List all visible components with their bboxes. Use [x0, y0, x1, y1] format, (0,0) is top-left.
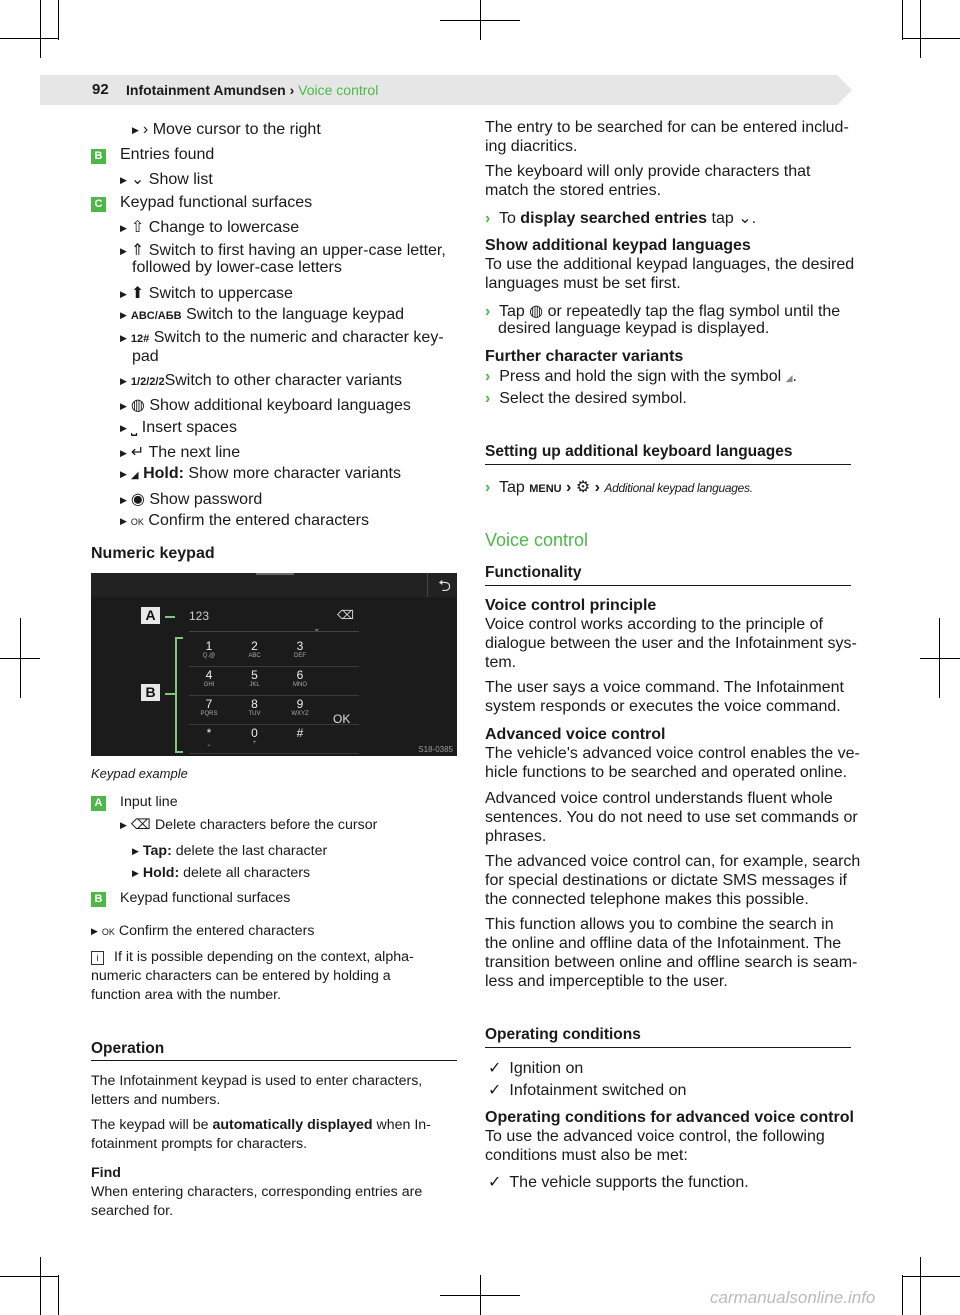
keypad-key-#: #	[296, 726, 304, 740]
note: i If it is possible depending on the context, alpha-	[91, 948, 414, 967]
keypad-key-5: 5 JKL	[249, 668, 260, 688]
crop-mark	[902, 38, 960, 39]
crop-mark	[40, 1257, 41, 1315]
numeric-keypad-heading: Numeric keypad	[91, 545, 215, 562]
list-item: ▶ › Move cursor to the right	[132, 121, 321, 138]
list-item: ▶ OK Confirm the entered characters	[91, 923, 315, 939]
paragraph-line: sentences. You do not need to use set commands or	[485, 809, 858, 826]
step: › Tap ◍ or repeatedly tap the flag symbol until the	[485, 303, 841, 320]
figure-code: S18-0385	[418, 745, 453, 754]
note-line: function area with the number.	[91, 987, 282, 1003]
variants-icon: ◢	[130, 470, 139, 481]
paragraph-line: The keyboard will only provide characters that	[485, 163, 811, 180]
heading-rule	[485, 1047, 851, 1048]
crop-mark	[20, 618, 21, 698]
caps-lock-icon: ⬆	[130, 285, 145, 302]
paragraph-line: the connected telephone makes this possible.	[485, 891, 809, 908]
paragraph-line: system responds or executes the voice command.	[485, 698, 841, 715]
shift-once-icon: ⇑	[130, 242, 145, 259]
paragraph-line: tem.	[485, 654, 517, 671]
paragraph-line: The user says a voice command. The Infotainment	[485, 679, 844, 696]
list-item: ▶ Tap: delete the last character	[132, 843, 328, 859]
crop-mark	[920, 658, 960, 659]
list-item: pad	[132, 348, 159, 365]
list-item: ▶ Hold: delete all characters	[132, 865, 311, 881]
crop-mark	[0, 1276, 58, 1277]
crop-mark	[40, 0, 41, 58]
keypad-row-divider	[189, 666, 359, 667]
condition-item: ✓ Ignition on	[488, 1060, 584, 1077]
check-icon: ✓	[488, 1174, 502, 1191]
page-header	[40, 75, 852, 105]
heading-rule	[485, 464, 851, 465]
chevron-right-icon: ›	[142, 121, 149, 138]
settings-icon: ⚙	[575, 479, 591, 496]
crop-mark	[58, 0, 59, 40]
step: › Press and hold the sign with the symbol ◢.	[485, 368, 797, 385]
shift-icon: ⇧	[130, 219, 145, 236]
list-item: Keypad functional surfaces	[120, 890, 291, 906]
list-item: ▶ ◢ Hold: Show more character variants	[120, 465, 401, 482]
list-item: ▶ 12# Switch to the numeric and character key-	[120, 329, 444, 346]
list-item: ▶ ↵ The next line	[120, 444, 241, 461]
crop-mark	[902, 1275, 903, 1315]
list-item: ▶ ⬆ Switch to uppercase	[120, 285, 293, 302]
breadcrumb-separator: ›	[289, 82, 295, 98]
list-item: ▶ ABC/АБВ Switch to the language keypad	[120, 306, 404, 323]
figure-caption: Keypad example	[91, 766, 188, 781]
crop-mark	[480, 0, 481, 40]
keypad-key-*: * ⎵	[206, 726, 212, 746]
keypad-image	[91, 573, 457, 756]
keypad-divider	[427, 573, 428, 597]
variants-icon: ◢	[785, 373, 793, 383]
heading-rule	[91, 1060, 457, 1061]
chevron-down-icon: ⌄	[130, 171, 145, 188]
keypad-top-bar	[91, 573, 457, 597]
keypad-key-4: 4 GHI	[203, 668, 215, 688]
step: › Tap MENU › ⚙ › Additional keypad languages.	[485, 479, 753, 496]
keypad-row-divider	[189, 753, 359, 754]
list-item: Keypad functional surfaces	[120, 194, 313, 211]
space-icon: ⎵	[130, 419, 138, 436]
list-item: ▶ ⌄ Show list	[120, 171, 213, 188]
paragraph-line: languages must be set first.	[485, 275, 681, 292]
list-item: followed by lower-case letters	[132, 259, 342, 276]
paragraph-line: letters and numbers.	[91, 1092, 221, 1108]
keypad-key-1: 1 Q.@	[202, 639, 216, 659]
operating-conditions-heading: Operating conditions	[485, 1026, 641, 1043]
crop-mark	[0, 38, 58, 39]
subheading: Voice control principle	[485, 597, 657, 614]
crop-mark	[902, 0, 903, 40]
paragraph-line: the online and offline data of the Infotainment. The	[485, 935, 842, 952]
paragraph-line: The Infotainment keypad is used to enter characters,	[91, 1073, 423, 1089]
keypad-input-underline	[189, 631, 359, 632]
keypad-top-line	[256, 573, 294, 575]
list-item: Entries found	[120, 146, 215, 163]
paragraph-line: When entering characters, corresponding entries are	[91, 1184, 423, 1200]
watermark: carmanualsonline.info	[710, 1288, 876, 1307]
paragraph-line: Advanced voice control understands fluent whole	[485, 790, 833, 807]
keypad-ok: OK	[333, 712, 351, 726]
crop-mark	[939, 618, 940, 698]
paragraph-line: conditions must also be met:	[485, 1147, 688, 1164]
crop-mark	[920, 1257, 921, 1315]
backspace-icon: ⌫	[337, 608, 354, 622]
paragraph-line: match the stored entries.	[485, 182, 662, 199]
keypad-key-0: 0 +	[251, 726, 258, 746]
keypad-key-6: 6 MNO	[293, 668, 307, 688]
info-icon: i	[91, 951, 104, 965]
list-item: ▶ ⇧ Change to lowercase	[120, 219, 300, 236]
list-item: ▶ ◉ Show password	[120, 491, 263, 508]
back-icon: ⮌	[438, 578, 451, 595]
voice-control-heading: Voice control	[485, 530, 589, 550]
check-icon: ✓	[488, 1082, 502, 1099]
subheading: Further character variants	[485, 348, 684, 365]
setup-heading: Setting up additional keyboard languages	[485, 443, 793, 460]
step: › To display searched entries tap ⌄.	[485, 210, 757, 227]
list-item: ▶ 1/2/2/2Switch to other character variants	[120, 372, 402, 389]
paragraph-line: transition between online and offline search is seam-	[485, 954, 858, 971]
paragraph-line: searched for.	[91, 1203, 174, 1219]
crop-mark	[58, 1275, 59, 1315]
callout-line-a	[165, 616, 175, 618]
functionality-heading: Functionality	[485, 564, 582, 581]
paragraph-line: dialogue between the user and the Infotainment sys-	[485, 635, 857, 652]
list-item: Input line	[120, 794, 178, 810]
label-c: C	[91, 194, 106, 212]
paragraph-line: The advanced voice control can, for example, search	[485, 853, 861, 870]
paragraph-line: fotainment prompts for characters.	[91, 1136, 308, 1152]
keypad-key-9: 9 WXYZ	[291, 697, 309, 717]
crop-mark	[902, 1276, 960, 1277]
check-icon: ✓	[488, 1060, 502, 1077]
breadcrumb	[126, 82, 378, 98]
paragraph-line: for special destinations or dictate SMS messages if	[485, 872, 847, 889]
paragraph-line: phrases.	[485, 828, 547, 845]
paragraph-line: Voice control works according to the principle of	[485, 616, 823, 633]
paragraph-line: hicle functions to be searched and operated online.	[485, 764, 848, 781]
enter-icon: ↵	[130, 444, 145, 461]
breadcrumb-section: Voice control	[298, 82, 379, 98]
keypad-key-8: 8 TUV	[248, 697, 261, 717]
list-item: ▶ ⌫ Delete characters before the cursor	[120, 817, 378, 833]
paragraph-line: ing diacritics.	[485, 138, 578, 155]
globe-icon: ◍	[130, 397, 145, 414]
note-line: numeric characters can be entered by holding a	[91, 968, 391, 984]
keypad-row-divider	[189, 695, 359, 696]
label-b: B	[91, 146, 106, 164]
paragraph-line: This function allows you to combine the search in	[485, 916, 834, 933]
list-item: ▶ OK Confirm the entered characters	[120, 512, 369, 529]
step: › Select the desired symbol.	[485, 390, 687, 407]
operation-heading: Operation	[91, 1040, 165, 1057]
page-number: 92	[92, 81, 109, 98]
heading-rule	[485, 585, 851, 586]
subheading: Show additional keypad languages	[485, 237, 751, 254]
paragraph-line: The keypad will be automatically displayed when In-	[91, 1117, 431, 1133]
callout-b: B	[141, 684, 160, 701]
find-heading: Find	[91, 1165, 121, 1181]
callout-a: A	[141, 607, 160, 624]
condition-item: ✓ The vehicle supports the function.	[488, 1174, 749, 1191]
step-line: desired language keypad is displayed.	[498, 320, 770, 337]
paragraph-line: less and imperceptible to the user.	[485, 973, 728, 990]
keypad-key-3: 3 DEF	[294, 639, 306, 659]
subheading: Operating conditions for advanced voice control	[485, 1109, 854, 1126]
keypad-input-line: 123	[189, 609, 210, 623]
eye-icon: ◉	[130, 491, 145, 508]
condition-item: ✓ Infotainment switched on	[488, 1082, 687, 1099]
crop-mark	[920, 0, 921, 58]
paragraph-line: To use the advanced voice control, the following	[485, 1128, 825, 1145]
list-item: ▶ ⇑ Switch to first having an upper-case letter,	[120, 242, 446, 259]
label-b: B	[91, 889, 106, 908]
paragraph-line: To use the additional keypad languages, the desired	[485, 256, 855, 273]
list-item: ▶ ⎵ Insert spaces	[120, 419, 237, 436]
callout-line-b	[165, 693, 175, 695]
list-item: ▶ ◍ Show additional keyboard languages	[120, 397, 411, 414]
keypad-key-7: 7 PQRS	[200, 697, 218, 717]
crop-mark	[480, 1275, 481, 1315]
chevron-down-icon: ⌄	[313, 623, 321, 633]
callout-bracket	[175, 637, 183, 753]
paragraph-line: The entry to be searched for can be entered includ-	[485, 119, 849, 136]
subheading: Advanced voice control	[485, 726, 666, 743]
breadcrumb-chapter: Infotainment Amundsen	[126, 82, 286, 98]
paragraph-line: The vehicle's advanced voice control enables the ve-	[485, 745, 860, 762]
label-a: A	[91, 793, 106, 812]
backspace-icon: ⌫	[130, 817, 151, 833]
keypad-key-2: 2 ABC	[248, 639, 261, 659]
